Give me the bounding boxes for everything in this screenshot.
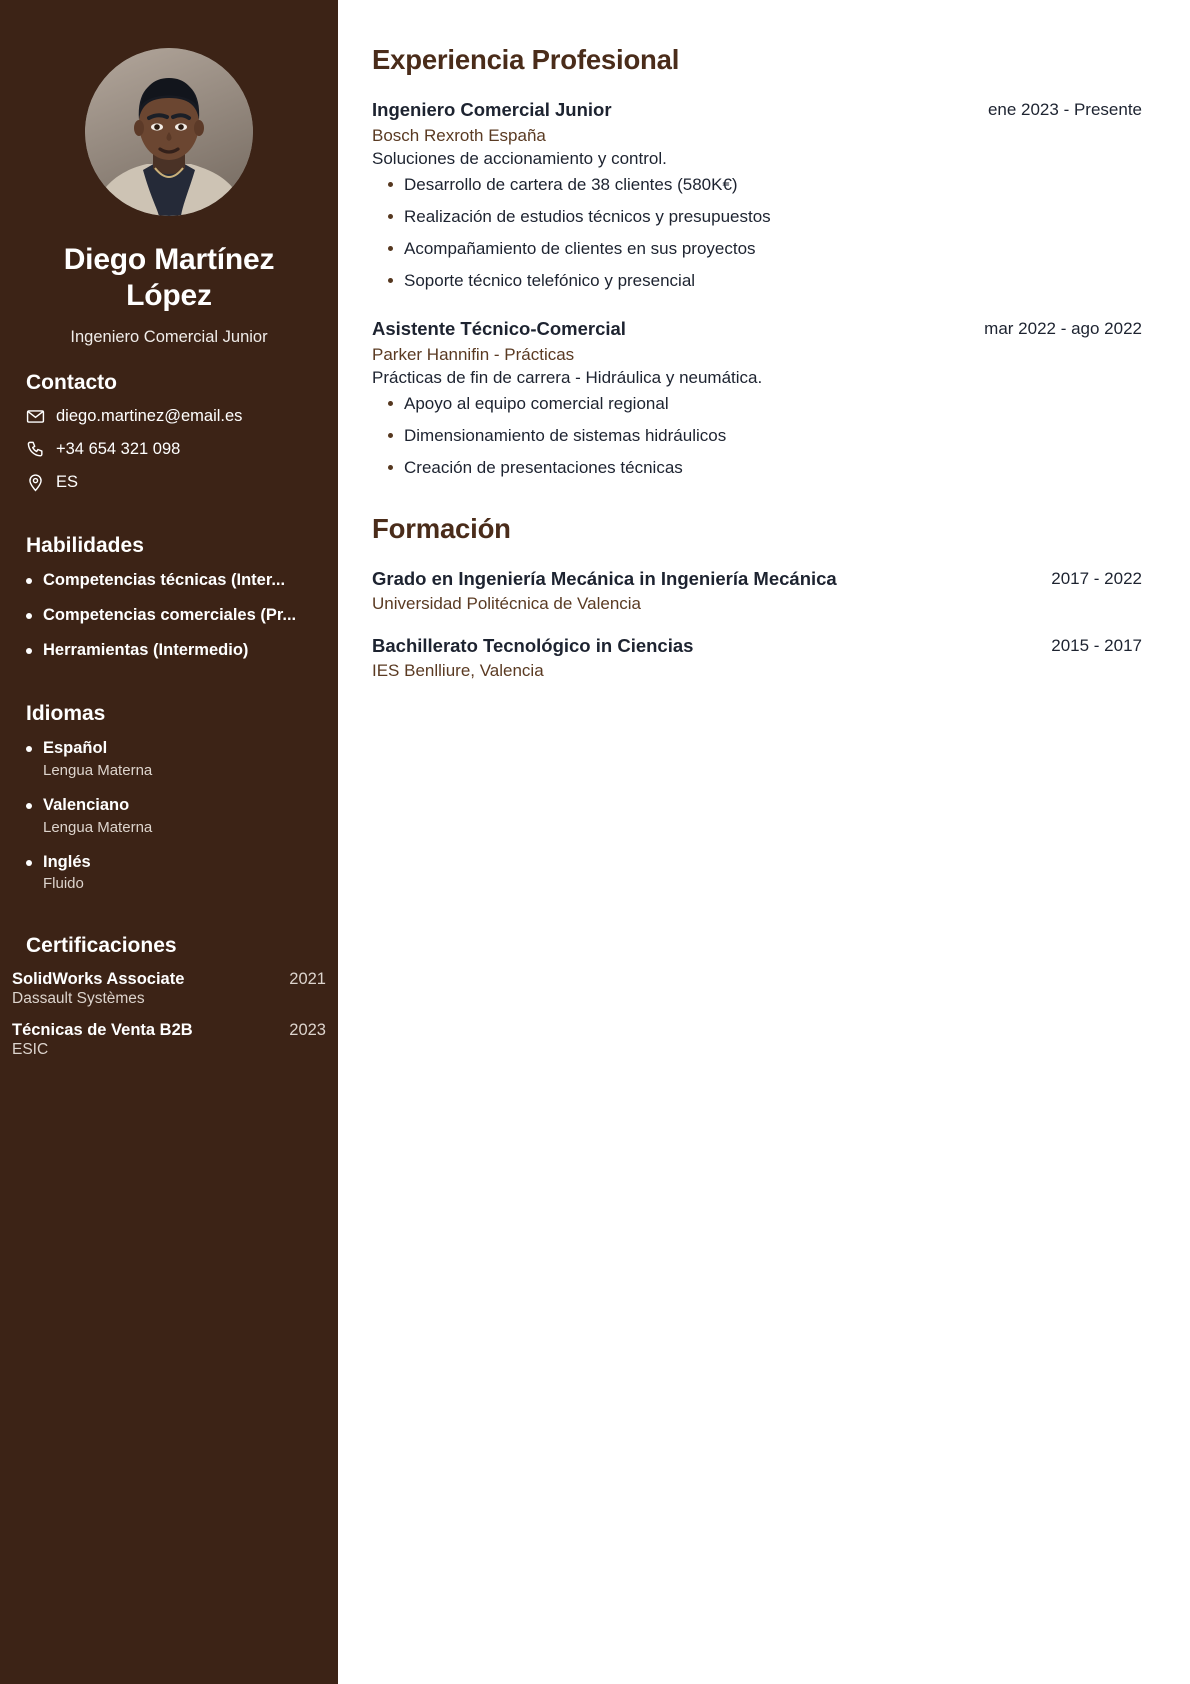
skill-label: Competencias técnicas (Inter... <box>43 571 286 590</box>
experience-title: Asistente Técnico-Comercial <box>372 317 626 339</box>
experience-bullet: Dimensionamiento de sistemas hidráulicos <box>372 425 1142 447</box>
sidebar <box>0 0 338 1684</box>
experience-heading: Experiencia Profesional <box>372 44 680 75</box>
certifications-heading-wrap <box>0 934 338 958</box>
certification-year: 2023 <box>289 1021 326 1040</box>
bullet-dot-icon <box>26 746 32 752</box>
experience-bullet: Desarrollo de cartera de 38 clientes (580K€) <box>372 174 1142 196</box>
education-date: 2015 - 2017 <box>1051 636 1142 656</box>
education-entry <box>372 634 1142 681</box>
education-entry-header <box>372 567 1142 590</box>
certification-issuer: Dassault Systèmes <box>12 990 145 1008</box>
language-name-row <box>26 852 312 873</box>
contact-location[interactable] <box>26 473 312 493</box>
certification-item <box>12 970 326 1008</box>
candidate-name: Diego Martínez López <box>63 243 275 312</box>
experience-bullet-list <box>372 174 1142 292</box>
experience-description: Prácticas de fin de carrera - Hidráulica y neumática. <box>372 367 763 387</box>
certification-issuer: ESIC <box>12 1041 49 1059</box>
contact-section <box>0 371 338 492</box>
experience-entry-header <box>372 98 1142 121</box>
experience-title: Ingeniero Comercial Junior <box>372 99 612 120</box>
languages-heading: Idiomas <box>26 702 106 726</box>
education-school: IES Benlliure, Valencia <box>372 661 544 681</box>
bullet-dot-icon <box>26 803 32 809</box>
certification-year: 2021 <box>289 970 326 989</box>
avatar-wrapper <box>0 0 338 216</box>
skill-item <box>26 640 312 661</box>
experience-bullet: Realización de estudios técnicos y presupuestos <box>372 206 1142 228</box>
language-level: Lengua Materna <box>43 818 153 836</box>
education-date: 2017 - 2022 <box>1051 568 1142 588</box>
bullet-dot-icon <box>26 578 32 584</box>
skill-item <box>26 605 312 626</box>
experience-entry-header <box>372 317 1142 340</box>
certifications-list <box>0 970 338 1059</box>
languages-section <box>0 702 338 892</box>
location-pin-icon <box>26 473 45 492</box>
language-name-row <box>26 738 312 759</box>
language-item <box>26 738 312 779</box>
envelope-icon <box>26 407 45 426</box>
certifications-heading: Certificaciones <box>26 934 177 958</box>
certification-item <box>12 1021 326 1059</box>
experience-organization: Parker Hannifin - Prácticas <box>372 344 575 364</box>
phone-icon <box>26 440 45 459</box>
education-title: Grado en Ingeniería Mecánica in Ingeniería Mecánica <box>372 567 837 589</box>
contact-phone-value: +34 654 321 098 <box>56 439 181 458</box>
bullet-dot-icon <box>26 613 32 619</box>
skill-item <box>26 570 312 591</box>
experience-date: ene 2023 - Presente <box>987 100 1142 119</box>
skill-label: Herramientas (Intermedio) <box>43 640 249 659</box>
experience-bullet: Soporte técnico telefónico y presencial <box>372 270 1142 292</box>
experience-bullet: Creación de presentaciones técnicas <box>372 457 1142 479</box>
bullet-dot-icon <box>26 648 32 654</box>
main-content <box>338 0 1190 1684</box>
contact-phone[interactable] <box>26 440 312 460</box>
skill-label: Competencias comerciales (Pr... <box>43 606 297 625</box>
experience-bullet: Acompañamiento de clientes en sus proyectos <box>372 238 1142 260</box>
language-name-row <box>26 795 312 816</box>
experience-entry <box>372 98 1142 293</box>
education-entry-header <box>372 634 1142 657</box>
contact-email[interactable] <box>26 407 312 427</box>
language-level: Lengua Materna <box>43 761 153 779</box>
bullet-dot-icon <box>26 860 32 866</box>
education-school: Universidad Politécnica de Valencia <box>372 594 642 614</box>
skills-section <box>0 534 338 660</box>
skills-heading: Habilidades <box>26 534 144 558</box>
language-level: Fluido <box>43 875 84 893</box>
experience-bullet-list <box>372 393 1142 479</box>
avatar <box>85 48 253 216</box>
education-title: Bachillerato Tecnológico in Ciencias <box>372 635 694 657</box>
language-name: Inglés <box>43 852 91 871</box>
contact-email-value: diego.martinez@email.es <box>56 407 243 425</box>
certification-line <box>12 970 326 989</box>
education-heading: Formación <box>372 512 511 544</box>
experience-organization: Bosch Rexroth España <box>372 126 546 146</box>
contact-location-value: ES <box>56 472 79 491</box>
language-name: Valenciano <box>43 795 130 814</box>
certification-name: SolidWorks Associate <box>12 970 185 989</box>
language-item <box>26 795 312 836</box>
experience-description: Soluciones de accionamiento y control. <box>372 149 667 169</box>
experience-bullet: Apoyo al equipo comercial regional <box>372 393 1142 415</box>
certification-line <box>12 1021 326 1040</box>
candidate-job-title: Ingeniero Comercial Junior <box>70 328 268 346</box>
education-entry <box>372 567 1142 614</box>
contact-heading: Contacto <box>26 371 117 394</box>
experience-date: mar 2022 - ago 2022 <box>984 318 1142 338</box>
experience-entry <box>372 317 1142 479</box>
language-item <box>26 852 312 893</box>
language-name: Español <box>43 739 108 758</box>
certification-name: Técnicas de Venta B2B <box>12 1021 193 1040</box>
